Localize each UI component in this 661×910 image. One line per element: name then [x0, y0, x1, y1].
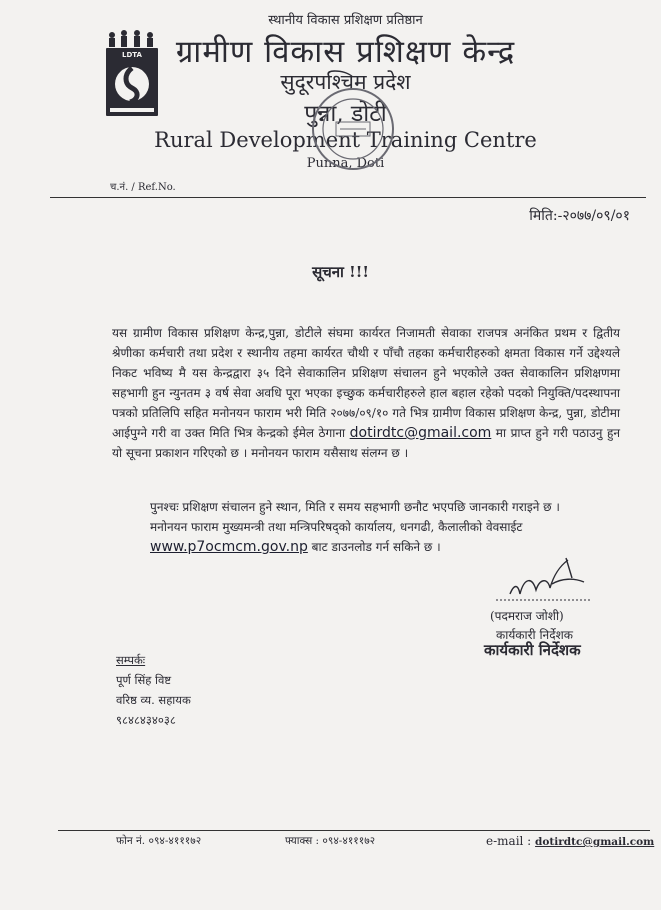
website-link[interactable]: www.p7ocmcm.gov.np	[150, 539, 308, 555]
org-name-english: Rural Development Training Centre	[154, 128, 537, 152]
parent-org-name: स्थानीय विकास प्रशिक्षण प्रतिष्ठान	[268, 13, 423, 28]
reference-number-label: च.नं. / Ref.No.	[110, 182, 176, 193]
contact-designation: वरिष्ठ व्य. सहायक	[116, 693, 191, 707]
signatory-name: (पदमराज जोशी)	[490, 609, 564, 623]
footer-fax: फ्याक्स : ०९४-४१११७२	[285, 835, 376, 847]
postscript-line-3-text: बाट डाउनलोड गर्न सकिने छ ।	[307, 540, 441, 554]
office-seal	[310, 86, 396, 172]
notice-body	[112, 323, 620, 463]
notice-title: सूचना !!!	[312, 263, 369, 281]
handwritten-signature	[492, 548, 602, 608]
signatory-stamp: कार्यकारी निर्देशक	[484, 641, 581, 659]
footer-divider	[58, 830, 650, 831]
svg-text:LDTA: LDTA	[122, 51, 142, 59]
org-name-nepali: ग्रामीण विकास प्रशिक्षण केन्द्र	[175, 34, 516, 70]
signatory-position: कार्यकारी निर्देशक	[496, 628, 573, 642]
contact-name: पूर्ण सिंह विष्ट	[116, 673, 172, 687]
notice-body-text: यस ग्रामीण विकास प्रशिक्षण केन्द्र,पुन्ना, डोटीले संघमा कार्यरत निजामती सेवाका राजपत्र अनंकित प्रथम र द्वितीय श्रेणीका कर्मचारी तथा प्रदेश र स्थानीय तहमा कार्यरत चौथी र पाँचौ तहका कर्मचारीहरुको क्षमता विकास गर्ने उद्देश्यले निकट भविष्य मै यस केन्द्रद्वारा ३५ दिने सेवाकालिन प्रशिक्षण संचालन हुने भएकोले उक्त सेवाकालिन प्रशिक्षणमा सहभागी हुन न्युनतम ३ वर्ष सेवा अवधि पूरा भएका इच्छुक कर्मचारीहरुले हाल बहाल रहेको पदको नियुक्ति/पदस्थापना पत्रको प्रतिलिपि सहित मनोनयन फाराम भरी मिति २०७७/०९/१० गते भित्र ग्रामीण विकास प्रशिक्षण केन्द्र, पुन्ना, डोटीमा आईपुग्ने गरी वा उक्त मिति भित्र केन्द्रको ईमेल ठेगाना	[112, 326, 620, 440]
footer-email	[486, 834, 654, 848]
notice-date: मिति:-२०७७/०९/०१	[529, 208, 630, 224]
contact-block	[116, 650, 191, 730]
footer-email-link[interactable]: dotirdtc@gmail.com	[535, 836, 655, 848]
footer-email-label: e-mail :	[486, 834, 536, 848]
header-divider	[50, 197, 646, 198]
province-name: सुदूरपश्चिम प्रदेश	[280, 70, 411, 94]
contact-phone: ९८४८४३४०३८	[116, 713, 176, 727]
location-nepali: पुन्ना, डोटी	[304, 101, 387, 127]
body-email-link[interactable]: dotirdtc@gmail.com	[349, 425, 492, 441]
notice-body-text-end: मा प्राप्त हुने गरी पठाउनु हुन यो सूचना प्रकाशन गरिएको छ । मनोनयन फाराम यसैसाथ संलग्न छ ।	[112, 426, 620, 460]
footer-phone: फोन नं. ०९४-४१११७२	[116, 835, 202, 847]
location-english: Punna, Doti	[306, 156, 385, 171]
postscript-line-1: पुनश्चः प्रशिक्षण संचालन हुने स्थान, मिति र समय सहभागी छनौट भएपछि जानकारी गराइने छ ।	[150, 500, 560, 514]
postscript-line-2: मनोनयन फाराम मुख्यमन्त्री तथा मन्त्रिपरिषद्को कार्यालय, धनगढी, कैलालीको वेवसाईट	[150, 520, 523, 534]
contact-label: सम्पर्कः	[116, 653, 146, 667]
